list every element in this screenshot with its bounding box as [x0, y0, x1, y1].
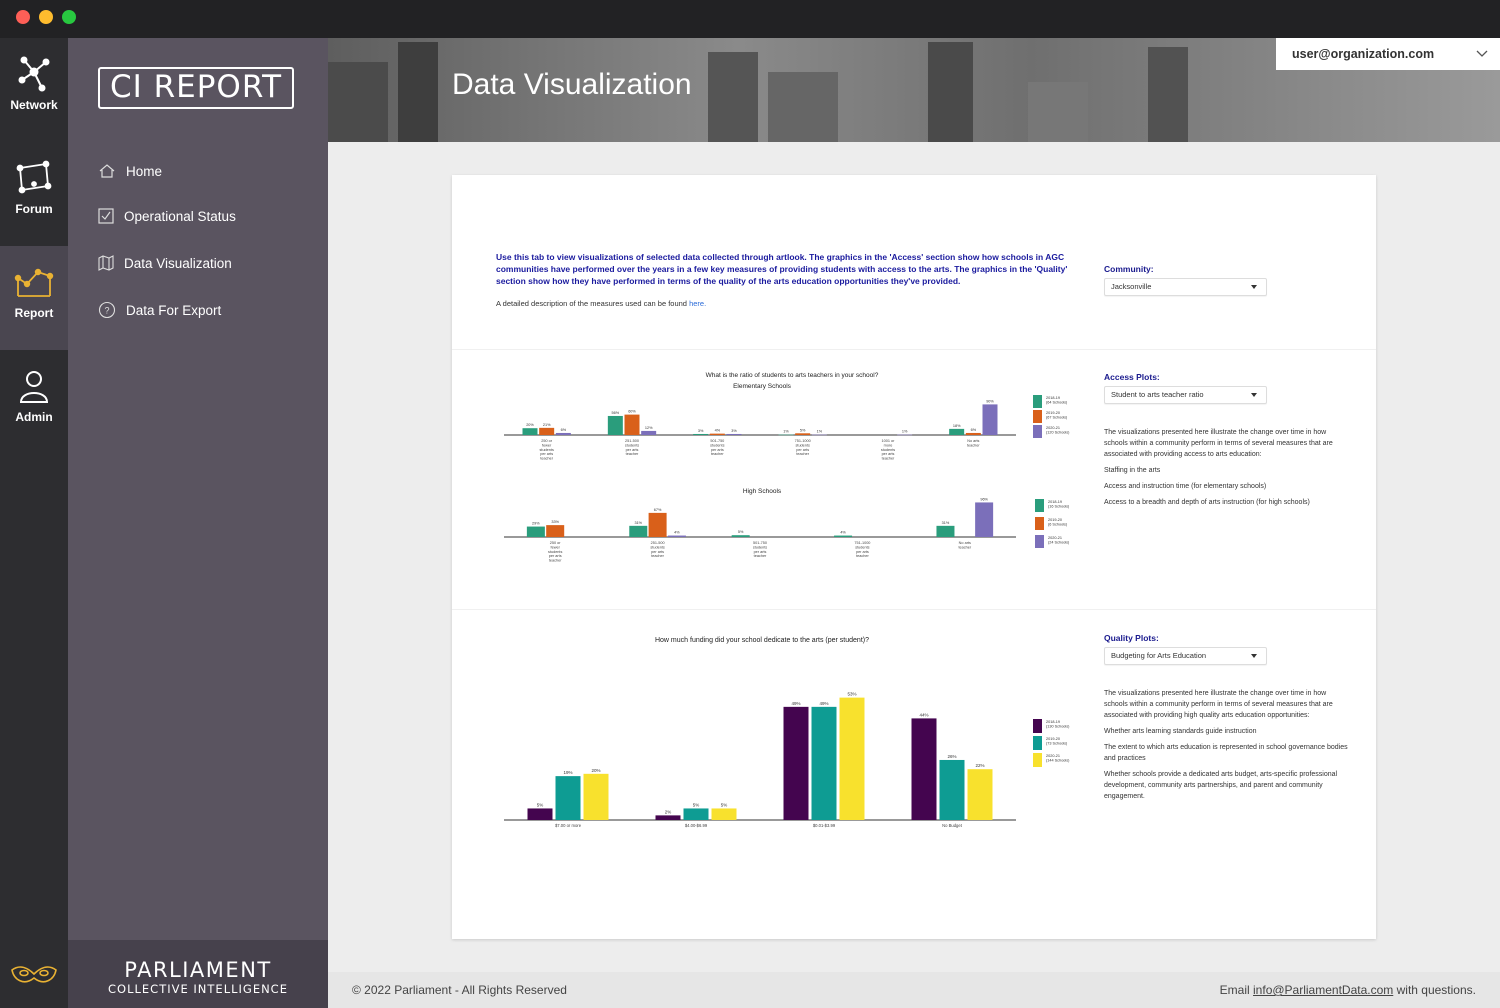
- caret-down-icon: [1251, 654, 1257, 658]
- sidebar: [68, 38, 328, 1008]
- rail-label: Forum: [15, 202, 53, 216]
- section-divider: [452, 609, 1376, 610]
- access-chart-title: What is the ratio of students to arts teachers in your school?: [705, 372, 879, 379]
- page-footer: [328, 972, 1500, 1008]
- quality-description: [1104, 688, 1350, 807]
- chart-bar: [940, 760, 965, 820]
- intro-subtext: [496, 299, 706, 308]
- chart-tick-label: 1001 or more students per arts teacher: [880, 439, 896, 461]
- chart-bar: [556, 433, 571, 435]
- chart-tick-label: 251-500 students per arts teacher: [624, 439, 640, 457]
- svg-text:?: ?: [104, 305, 110, 316]
- chart-bar: [528, 808, 553, 820]
- sidebar-item-home[interactable]: [98, 162, 162, 180]
- chart-legend-swatch: [1035, 535, 1044, 548]
- page-title: Data Visualization: [452, 68, 692, 101]
- quality-plots-select[interactable]: [1104, 647, 1267, 665]
- chart-data-label: 5%: [799, 428, 806, 433]
- chart-data-label: 12%: [644, 425, 653, 430]
- chart-data-label: 4%: [840, 530, 846, 535]
- chart-legend-label: 2020-21 (24 Schools): [1048, 535, 1070, 545]
- community-select[interactable]: [1104, 278, 1267, 296]
- chart-data-label: 49%: [819, 700, 829, 706]
- chart-bar: [625, 415, 640, 435]
- chart-legend-swatch: [1033, 410, 1042, 423]
- chart-bar: [641, 431, 656, 435]
- chart-data-label: 4%: [674, 530, 680, 535]
- chart-data-label: 3%: [731, 428, 737, 433]
- chart-bar: [936, 526, 954, 537]
- chart-legend-swatch: [1033, 719, 1042, 733]
- report-icon: [14, 262, 54, 302]
- chart-bar: [966, 433, 981, 435]
- chart-legend-label: 2020-21 (120 Schools): [1046, 425, 1070, 435]
- sidebar-item-label: Data For Export: [126, 302, 222, 318]
- high-schools-chart: [504, 495, 1104, 575]
- chart-bar: [968, 769, 993, 820]
- chart-bar: [795, 433, 810, 435]
- chart-tick-label: No Budget: [942, 823, 962, 828]
- close-window-button[interactable]: [16, 10, 30, 24]
- network-icon: [14, 54, 54, 94]
- access-plots-select-value: Student to arts teacher ratio: [1111, 390, 1204, 399]
- chart-legend-label: 2018-19 (64 Schools): [1046, 395, 1068, 405]
- chart-data-label: 26%: [947, 753, 957, 759]
- chart-tick-label: 751-1000 students per arts teacher: [794, 439, 811, 457]
- chart-data-label: 67%: [653, 507, 662, 512]
- caret-down-icon: [1251, 285, 1257, 289]
- chart-data-label: 49%: [791, 700, 801, 706]
- quality-plots-select-value: Budgeting for Arts Education: [1111, 651, 1207, 660]
- chart-bar: [710, 434, 725, 435]
- app-rail: [0, 38, 68, 1008]
- visualization-card: [452, 175, 1376, 939]
- contact-email-link[interactable]: info@ParliamentData.com: [1253, 983, 1394, 997]
- chart-tick-label: 250 or fewer students per arts teacher: [539, 439, 554, 461]
- rail-label: Report: [14, 306, 54, 320]
- chart-tick-label: $0.01-$3.99: [812, 823, 836, 828]
- chart-bar: [684, 808, 709, 820]
- user-menu-dropdown[interactable]: [1276, 38, 1500, 70]
- access-plots-label: Access Plots:: [1104, 372, 1160, 382]
- user-email: user@organization.com: [1292, 47, 1435, 61]
- chart-legend-swatch: [1033, 395, 1042, 408]
- admin-user-icon: [14, 366, 54, 406]
- budget-chart: [504, 675, 1104, 835]
- chart-bar: [649, 513, 667, 537]
- chart-legend-swatch: [1033, 736, 1042, 750]
- chart-bar: [840, 698, 865, 820]
- chart-data-label: 29%: [532, 521, 540, 526]
- access-plots-select[interactable]: [1104, 386, 1267, 404]
- chart-legend-label: 2020-21 (144 Schools): [1046, 753, 1070, 763]
- chart-tick-label: 250 or fewer students per arts teacher: [548, 541, 563, 563]
- sidebar-footer-logo: [68, 940, 328, 1008]
- chart-tick-label: 751-1000 students per arts teacher: [854, 541, 871, 559]
- quality-measure-item: The extent to which arts education is represented in school governance bodies and practices: [1104, 744, 1348, 762]
- access-measure-item: Access to a breadth and depth of arts instruction (for high schools): [1104, 499, 1310, 506]
- chart-tick-label: No arts teacher: [966, 439, 980, 448]
- chart-data-label: 6%: [970, 427, 977, 432]
- chart-legend-swatch: [1035, 499, 1044, 512]
- chart-bar: [732, 535, 750, 537]
- chart-data-label: 2%: [664, 809, 672, 815]
- chart-data-label: 53%: [847, 691, 857, 697]
- chart-bar: [629, 526, 647, 537]
- chart-data-label: 60%: [628, 409, 636, 414]
- chart-data-label: 33%: [551, 520, 560, 525]
- chart-tick-label: $4.00-$6.99: [684, 823, 708, 828]
- chart-data-label: 6%: [560, 427, 567, 432]
- chart-bar: [812, 435, 827, 436]
- window-titlebar: [0, 0, 1500, 38]
- contact-prefix: Email: [1219, 983, 1250, 997]
- sidebar-item-label: Operational Status: [124, 208, 236, 224]
- chart-data-label: 5%: [536, 802, 544, 808]
- chart-data-label: 31%: [634, 520, 643, 525]
- intro-subtext-label: A detailed description of the measures used can be found: [496, 299, 687, 308]
- chart-legend-swatch: [1035, 517, 1044, 530]
- footer-brand-subtitle: COLLECTIVE INTELLIGENCE: [108, 982, 288, 996]
- chart-legend-label: 2019-20 (67 Schools): [1046, 410, 1068, 420]
- chart-bar: [546, 525, 564, 537]
- chart-bar: [556, 776, 581, 820]
- chart-data-label: 20%: [591, 767, 601, 773]
- page-banner: [328, 38, 1500, 142]
- chart-data-label: 1%: [901, 429, 908, 434]
- sidebar-item-label: Data Visualization: [124, 255, 232, 271]
- chart-bar: [693, 434, 708, 435]
- zoom-window-button[interactable]: [62, 10, 76, 24]
- chart-bar: [983, 404, 998, 435]
- chart-tick-label: No arts teacher: [958, 541, 972, 550]
- footer-brand-name: PARLIAMENT: [124, 958, 272, 982]
- chart-data-label: 18%: [952, 423, 961, 428]
- chart-legend-swatch: [1033, 425, 1042, 438]
- sidebar-item-data-for-export[interactable]: [98, 301, 221, 319]
- chart-bar: [712, 808, 737, 820]
- contact-suffix: with questions.: [1396, 983, 1476, 997]
- section-divider: [452, 349, 1376, 350]
- chart-bar: [912, 718, 937, 820]
- chart-bar: [975, 502, 993, 537]
- chart-data-label: 21%: [542, 422, 551, 427]
- elementary-schools-chart: [504, 391, 1104, 471]
- quality-description-text: The visualizations presented here illustrate the change over time in how schools within a community perform in terms of several measures that are associated with providing high quality arts education opportunities:: [1104, 690, 1333, 719]
- rail-label: Network: [10, 98, 58, 112]
- caret-down-icon: [1251, 393, 1257, 397]
- brand-logo[interactable]: CI REPORT: [98, 67, 294, 109]
- chart-bar: [668, 536, 686, 537]
- access-description: [1104, 427, 1350, 513]
- sidebar-item-label: Home: [126, 163, 163, 179]
- chart-data-label: 5%: [720, 802, 728, 808]
- quality-measure-item: Whether arts learning standards guide instruction: [1104, 728, 1257, 735]
- chart-legend-swatch: [1033, 753, 1042, 767]
- chart-data-label: 96%: [980, 497, 988, 502]
- chart-bar: [727, 434, 742, 435]
- chart-data-label: 44%: [919, 712, 929, 718]
- high-school-chart-subtitle: High Schools: [742, 488, 782, 495]
- map-icon: [98, 255, 114, 271]
- chart-tick-label: $7.00 or more: [554, 823, 582, 828]
- elementary-chart-subtitle: Elementary Schools: [733, 383, 791, 390]
- community-select-value: Jacksonville: [1111, 282, 1152, 291]
- access-description-text: The visualizations presented here illustrate the change over time in how schools within a community perform in terms of several measures that are associated with providing access to arts education:: [1104, 429, 1333, 458]
- chart-bar: [949, 429, 964, 435]
- quality-measure-item: Whether schools provide a dedicated arts budget, arts-specific professional development, community arts partnerships, and parent and community engagement.: [1104, 771, 1338, 800]
- forum-icon: [14, 158, 54, 198]
- chart-legend-label: 2018-19 (130 Schools): [1046, 719, 1070, 729]
- chart-data-label: 19%: [563, 770, 573, 776]
- rail-item-admin[interactable]: [0, 350, 68, 454]
- sidebar-item-data-visualization[interactable]: [98, 255, 232, 271]
- minimize-window-button[interactable]: [39, 10, 53, 24]
- contact-text: [1220, 972, 1476, 1008]
- chart-legend-label: 2019-20 (6 Schools): [1048, 517, 1068, 527]
- chart-bar: [779, 435, 794, 436]
- chart-data-label: 20%: [526, 423, 534, 428]
- rail-item-network[interactable]: [0, 38, 68, 142]
- chart-bar: [656, 815, 681, 820]
- rail-label: Admin: [15, 410, 53, 424]
- chart-data-label: 22%: [975, 763, 985, 769]
- chart-bar: [527, 527, 545, 537]
- chart-data-label: 4%: [714, 428, 721, 433]
- rail-item-report[interactable]: [0, 246, 68, 350]
- intro-text: Use this tab to view visualizations of selected data collected through artlook. The graphics in the 'Access' section show how schools in AGC communities have performed over the years in a few key measures of providing students with access to the arts. The graphics in the 'Quality' section show how they have performed in terms of the quality of the arts education opportunities they've provided.: [496, 252, 1068, 286]
- chart-data-label: 31%: [941, 520, 950, 525]
- sidebar-item-operational-status[interactable]: [98, 208, 236, 224]
- checkbox-icon: [98, 208, 114, 224]
- chart-data-label: 5%: [692, 802, 700, 808]
- home-icon: [98, 162, 116, 180]
- access-measure-item: Access and instruction time (for elementary schools): [1104, 483, 1267, 490]
- chart-legend-label: 2019-20 (73 Schools): [1046, 736, 1068, 746]
- copyright-text: © 2022 Parliament - All Rights Reserved: [352, 983, 567, 997]
- chart-bar: [584, 774, 609, 820]
- quality-plots-label: Quality Plots:: [1104, 633, 1159, 643]
- chart-bar: [897, 435, 912, 436]
- chart-tick-label: 251-500 students per arts teacher: [650, 541, 665, 559]
- measures-description-link[interactable]: here.: [689, 299, 707, 308]
- chart-bar: [834, 536, 852, 537]
- chart-data-label: 56%: [611, 410, 620, 415]
- chart-data-label: 3%: [697, 428, 704, 433]
- chart-legend-label: 2018-19 (16 Schools): [1048, 499, 1070, 509]
- chart-data-label: 1%: [816, 429, 823, 434]
- chart-bar: [539, 428, 554, 435]
- chart-tick-label: 501-750 students per arts teacher: [752, 541, 768, 559]
- chevron-down-icon: [1476, 50, 1488, 58]
- parliament-mask-icon: [10, 960, 58, 990]
- chart-bar: [608, 416, 623, 435]
- chart-bar: [523, 428, 538, 435]
- access-measure-item: Staffing in the arts: [1104, 467, 1161, 474]
- chart-bar: [812, 707, 837, 820]
- quality-chart-title: How much funding did your school dedicate to the arts (per student)?: [654, 637, 869, 644]
- rail-item-forum[interactable]: [0, 142, 68, 246]
- community-label: Community:: [1104, 264, 1154, 274]
- chart-bar: [784, 707, 809, 820]
- chart-tick-label: 501-750 students per arts teacher: [710, 439, 725, 457]
- chart-data-label: 5%: [737, 530, 744, 535]
- help-circle-icon: [98, 301, 116, 319]
- chart-data-label: 1%: [783, 429, 789, 434]
- chart-data-label: 90%: [986, 399, 994, 404]
